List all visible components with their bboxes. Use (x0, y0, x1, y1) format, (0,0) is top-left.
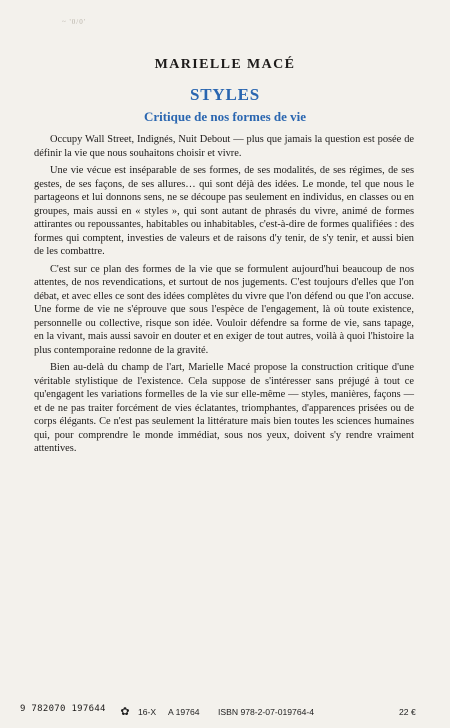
blurb-paragraph-4: Bien au-delà du champ de l'art, Marielle Macé propose la construction critique d'une véritable stylistique de l'existence. Cela suppose de s'intéresser sans préjugé à tout ce qu'engagent les variations formelles de la vie sur elle-même — styles, manières, façons — et de ne pas traiter forcément de vies éclatantes, triomphantes, d'apparences prisées ou de corps élégants. Ce n'est pas seulement la littérature mais bien toutes les sciences humaines qui, pour comprendre le monde immédiat, sous nos yeux, doivent s'y rendre vraiment attentives. (34, 362, 414, 454)
barcode (20, 668, 120, 714)
blurb-paragraph-2: Une vie vécue est inséparable de ses formes, de ses modalités, de ses régimes, de ses gestes, de ses façons, de ses allures… qui sont déjà des idées. Le monde, tel que nous le partageons et lui donnons sens, ne se découpe pas seulement en individus, en classes ou en groupes, mais aussi en « styles », qui sont autant de phrasés du vivre, animé de formes attirantes ou repoussantes, habitables ou inhabitables, c'est-à-dire de formes qualifiées : des formes qui comptent, investies de valeurs et de raisons d'y tenir, de s'y tenir, et aussi bien de les combattre. (34, 165, 414, 257)
barcode-bars (26, 668, 120, 706)
isbn: ISBN 978-2-07-019764-4 (218, 707, 315, 717)
book-title: STYLES (189, 85, 260, 104)
book-subtitle: Critique de nos formes de vie (143, 109, 307, 124)
top-margin-mark: ~ '0/0' (62, 18, 87, 26)
catalog-code: 16-X (138, 707, 157, 717)
blurb-paragraph-3: C'est sur ce plan des formes de la vie que se formulent aujourd'hui beaucoup de nos attentes, de nos revendications, et surtout de nos jugements. C'est toujours d'elles que l'on débat, et avec elles ce sont des idées complètes du vivre que l'on défend ou que l'on accuse. Une forme de vie ne s'éprouve que sous l'espèce de l'engagement, là où toute existence, personnelle ou collective, risque son idée. Vouloir défendre sa forme de vie, sans tapage, en la vivant, mais aussi savoir en douter et en exiger de tout autres, voilà à quoi l'histoire la plus contemporaine redonne de la gravité. (34, 263, 414, 356)
author-name: MARIELLE MACÉ (154, 57, 296, 72)
publisher-mark-icon: ✿ (120, 706, 130, 718)
price: 22 € (399, 707, 416, 717)
barcode-digits: 9 782070 197644 (20, 704, 106, 714)
blurb-text (34, 133, 414, 460)
blurb-paragraph-1: Occupy Wall Street, Indignés, Nuit Debout — plus que jamais la question est posée de définir la vie que nous souhaitons choisir et vivre. (34, 134, 414, 159)
reference-code: A 19764 (168, 707, 200, 717)
